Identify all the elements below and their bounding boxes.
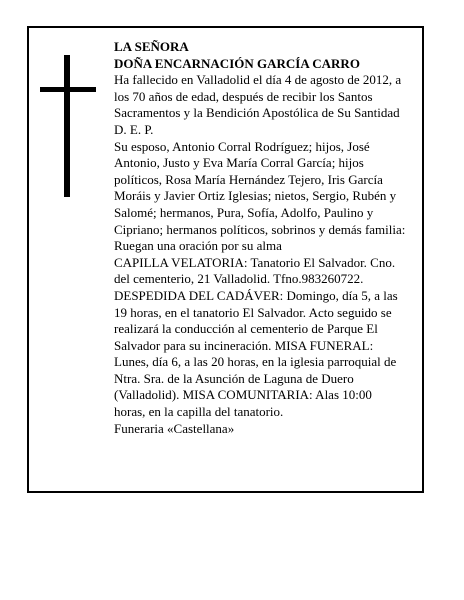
notice-line: Ntra. Sra. de la Asunción de Laguna de Duero <box>114 370 354 386</box>
notice-line: 19 horas, en el tanatorio El Salvador. Acto seguido se <box>114 304 392 320</box>
notice-line: Cipriano; hermanos políticos, sobrinos y demás familia: <box>114 221 406 237</box>
notice-line: Moráis y Javier Ortiz Iglesias; nietos, Sergio, Rubén y <box>114 188 397 204</box>
funeral-home: Funeraria «Castellana» <box>114 420 235 436</box>
cross-icon <box>40 55 96 197</box>
deceased-name: DOÑA ENCARNACIÓN GARCÍA CARRO <box>114 55 360 71</box>
notice-line: Lunes, día 6, a las 20 horas, en la iglesia parroquial de <box>114 354 397 370</box>
notice-line: Su esposo, Antonio Corral Rodríguez; hijos, José <box>114 138 370 154</box>
notice-line: Salomé; hermanos, Pura, Sofía, Adolfo, Paulino y <box>114 204 374 220</box>
notice-line: Ha fallecido en Valladolid el día 4 de agosto de 2012, a <box>114 72 402 88</box>
cross-horizontal-bar <box>40 87 96 92</box>
notice-line: DESPEDIDA DEL CADÁVER: Domingo, día 5, a las <box>114 287 398 303</box>
notice-line: Antonio, Justo y Eva María Corral García; hijos <box>114 155 364 171</box>
notice-line: Ruegan una oración por su alma <box>114 238 282 254</box>
notice-line: políticos, Rosa María Hernández Tejero, Iris García <box>114 171 383 187</box>
cross-vertical-bar <box>64 55 70 197</box>
notice-line: Salvador para su incineración. MISA FUNERAL: <box>114 337 374 353</box>
notice-line: (Valladolid). MISA COMUNITARIA: Alas 10:00 <box>114 387 372 403</box>
notice-line: D. E. P. <box>114 121 154 137</box>
obituary-text <box>114 39 424 437</box>
notice-line: realizará la conducción al cementerio de Parque El <box>114 321 378 337</box>
notice-title: LA SEÑORA <box>114 39 189 54</box>
notice-line: los 70 años de edad, después de recibir los Santos <box>114 88 373 104</box>
notice-line: Sacramentos y la Bendición Apostólica de Su Santidad <box>114 105 400 121</box>
notice-line: del cementerio, 21 Valladolid. Tfno.983260722. <box>114 271 364 287</box>
notice-line: CAPILLA VELATORIA: Tanatorio El Salvador. Cno. <box>114 254 396 270</box>
notice-line: horas, en la capilla del tanatorio. <box>114 404 284 420</box>
